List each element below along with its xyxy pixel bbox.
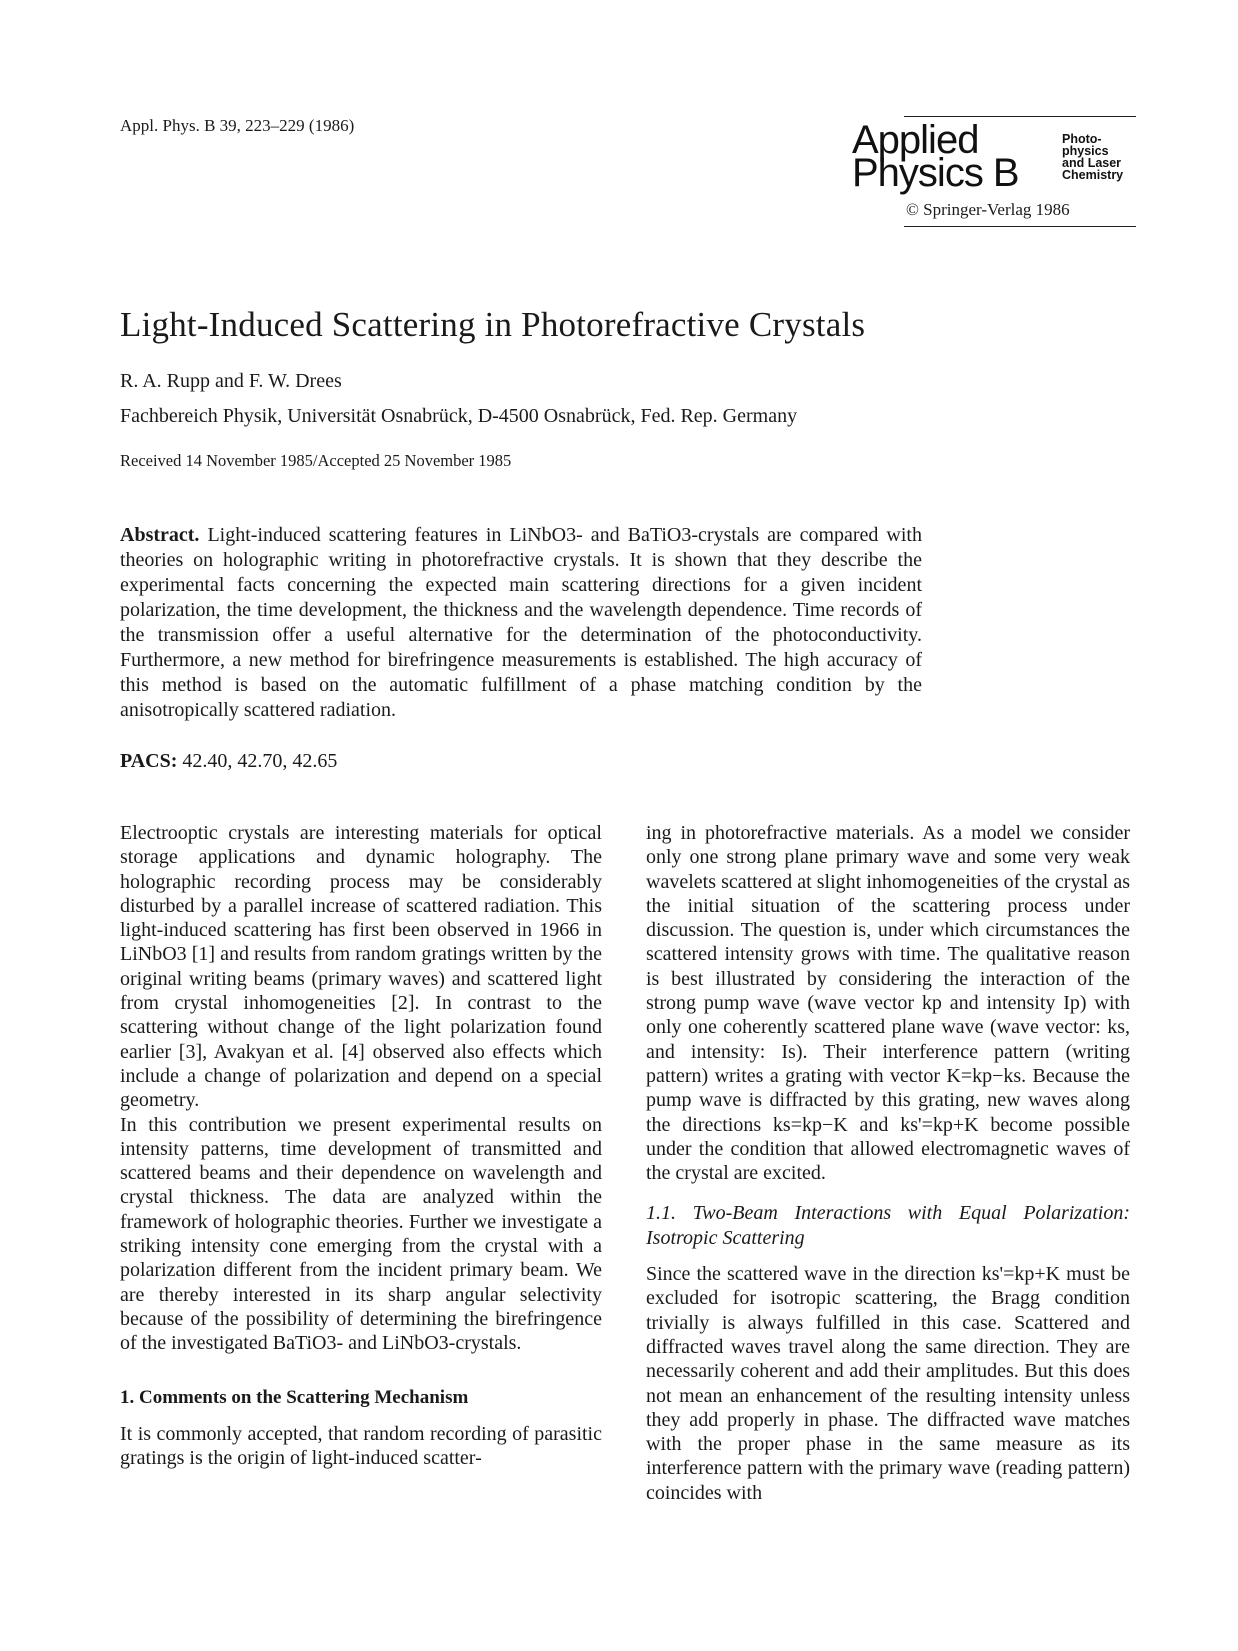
body-left-column (120, 821, 602, 1470)
article-authors: R. A. Rupp and F. W. Drees (120, 370, 342, 392)
logo-top-rule (904, 116, 1136, 117)
abstract (120, 523, 922, 723)
subsection-heading: 1.1. Two-Beam Interactions with Equal Polarization: Isotropic Scattering (646, 1202, 1130, 1249)
abstract-label: Abstract. (120, 524, 200, 546)
paragraph: ing in photorefractive materials. As a model we consider only one strong plane primary wave and some very weak wavelets scattered at slight inhomogeneities of the crystal as the initial situation of the scattering process under discussion. The question is, under which circumstances the scattered intensity grows with time. The qualitative reason is best illustrated by considering the interaction of the strong pump wave (wave vector kp and intensity Ip) with only one coherently scattered plane wave (wave vector: ks, and intensity: Is). Their interference pattern (writing pattern) writes a grating with vector K=kp−ks. Because the pump wave is diffracted by this grating, new waves along the directions ks=kp−K and ks'=kp+K become possible under the condition that allowed electromagnetic waves of the crystal are excited. (646, 822, 1130, 1185)
copyright: © Springer-Verlag 1986 (906, 200, 1070, 219)
pacs-values: 42.40, 42.70, 42.65 (182, 750, 338, 772)
article-affiliation: Fachbereich Physik, Universität Osnabrück, D-4500 Osnabrück, Fed. Rep. Germany (120, 405, 798, 427)
pacs-label: PACS: (120, 750, 178, 772)
logo-sub-line: Chemistry (1062, 168, 1124, 182)
paragraph: In this contribution we present experimental results on intensity patterns, time development of transmitted and scattered beams and their dependence on wavelength and crystal thickness. The data are analyzed within the framework of holographic theories. Further we investigate a striking intensity cone emerging from the crystal with a polarization different from the incident primary beam. We are thereby interested in its sharp angular selectivity because of the possibility of determining the birefringence of the investigated BaTiO3- and LiNbO3-crystals. (120, 1113, 602, 1355)
pacs-line (120, 750, 337, 773)
logo-physics-b: Physics B (852, 151, 1019, 195)
article-title: Light-Induced Scattering in Photorefractive Crystals (120, 305, 866, 344)
paragraph: It is commonly accepted, that random recording of parasitic gratings is the origin of light-induced scatter- (120, 1422, 602, 1470)
logo-sub-line: and Laser (1062, 156, 1122, 170)
logo-sub-line: Photo- (1062, 132, 1102, 146)
abstract-text: Light-induced scattering features in LiNbO3- and BaTiO3-crystals are compared with theories on holographic writing in photorefractive crystals. It is shown that they describe the experimental facts concerning the expected main scattering directions for a given incident polarization, the time development, the thickness and the wavelength dependence. Time records of the transmission offer a useful alternative for the determination of the photoconductivity. Furthermore, a new method for birefringence measurements is established. The high accuracy of this method is based on the automatic fulfillment of a phase matching condition by the anisotropically scattered radiation. (120, 524, 922, 721)
paragraph: Electrooptic crystals are interesting materials for optical storage applications and dynamic holography. The holographic recording process may be considerably disturbed by a parallel increase of scattered radiation. This light-induced scattering has first been observed in 1966 in LiNbO3 [1] and results from random gratings written by the original writing beams (primary waves) and scattered light from crystal inhomogeneities [2]. In contrast to the scattering without change of the light polarization found earlier [3], Avakyan et al. [4] observed also effects which include a change of polarization and depend on a special geometry. (120, 822, 602, 1112)
logo-applied: Applied (852, 118, 979, 162)
logo-sub-line: physics (1062, 144, 1109, 158)
received-date: Received 14 November 1985/Accepted 25 November 1985 (120, 451, 512, 470)
journal-citation: Appl. Phys. B 39, 223–229 (1986) (120, 116, 355, 135)
paragraph: Since the scattered wave in the direction ks'=kp+K must be excluded for isotropic scattering, the Bragg condition trivially is always fulfilled in this case. Scattered and diffracted waves travel along the same direction. They are necessarily coherent and add their amplitudes. But this does not mean an enhancement of the resulting intensity unless they add properly in phase. The diffracted wave matches with the proper phase in the same measure as its interference pattern with the primary wave (reading pattern) coincides with (646, 1263, 1130, 1504)
section-heading: 1. Comments on the Scattering Mechanism (120, 1386, 469, 1408)
logo-subtitle (1062, 133, 1123, 181)
logo-bottom-rule (904, 226, 1136, 227)
body-right-column (646, 821, 1130, 1505)
